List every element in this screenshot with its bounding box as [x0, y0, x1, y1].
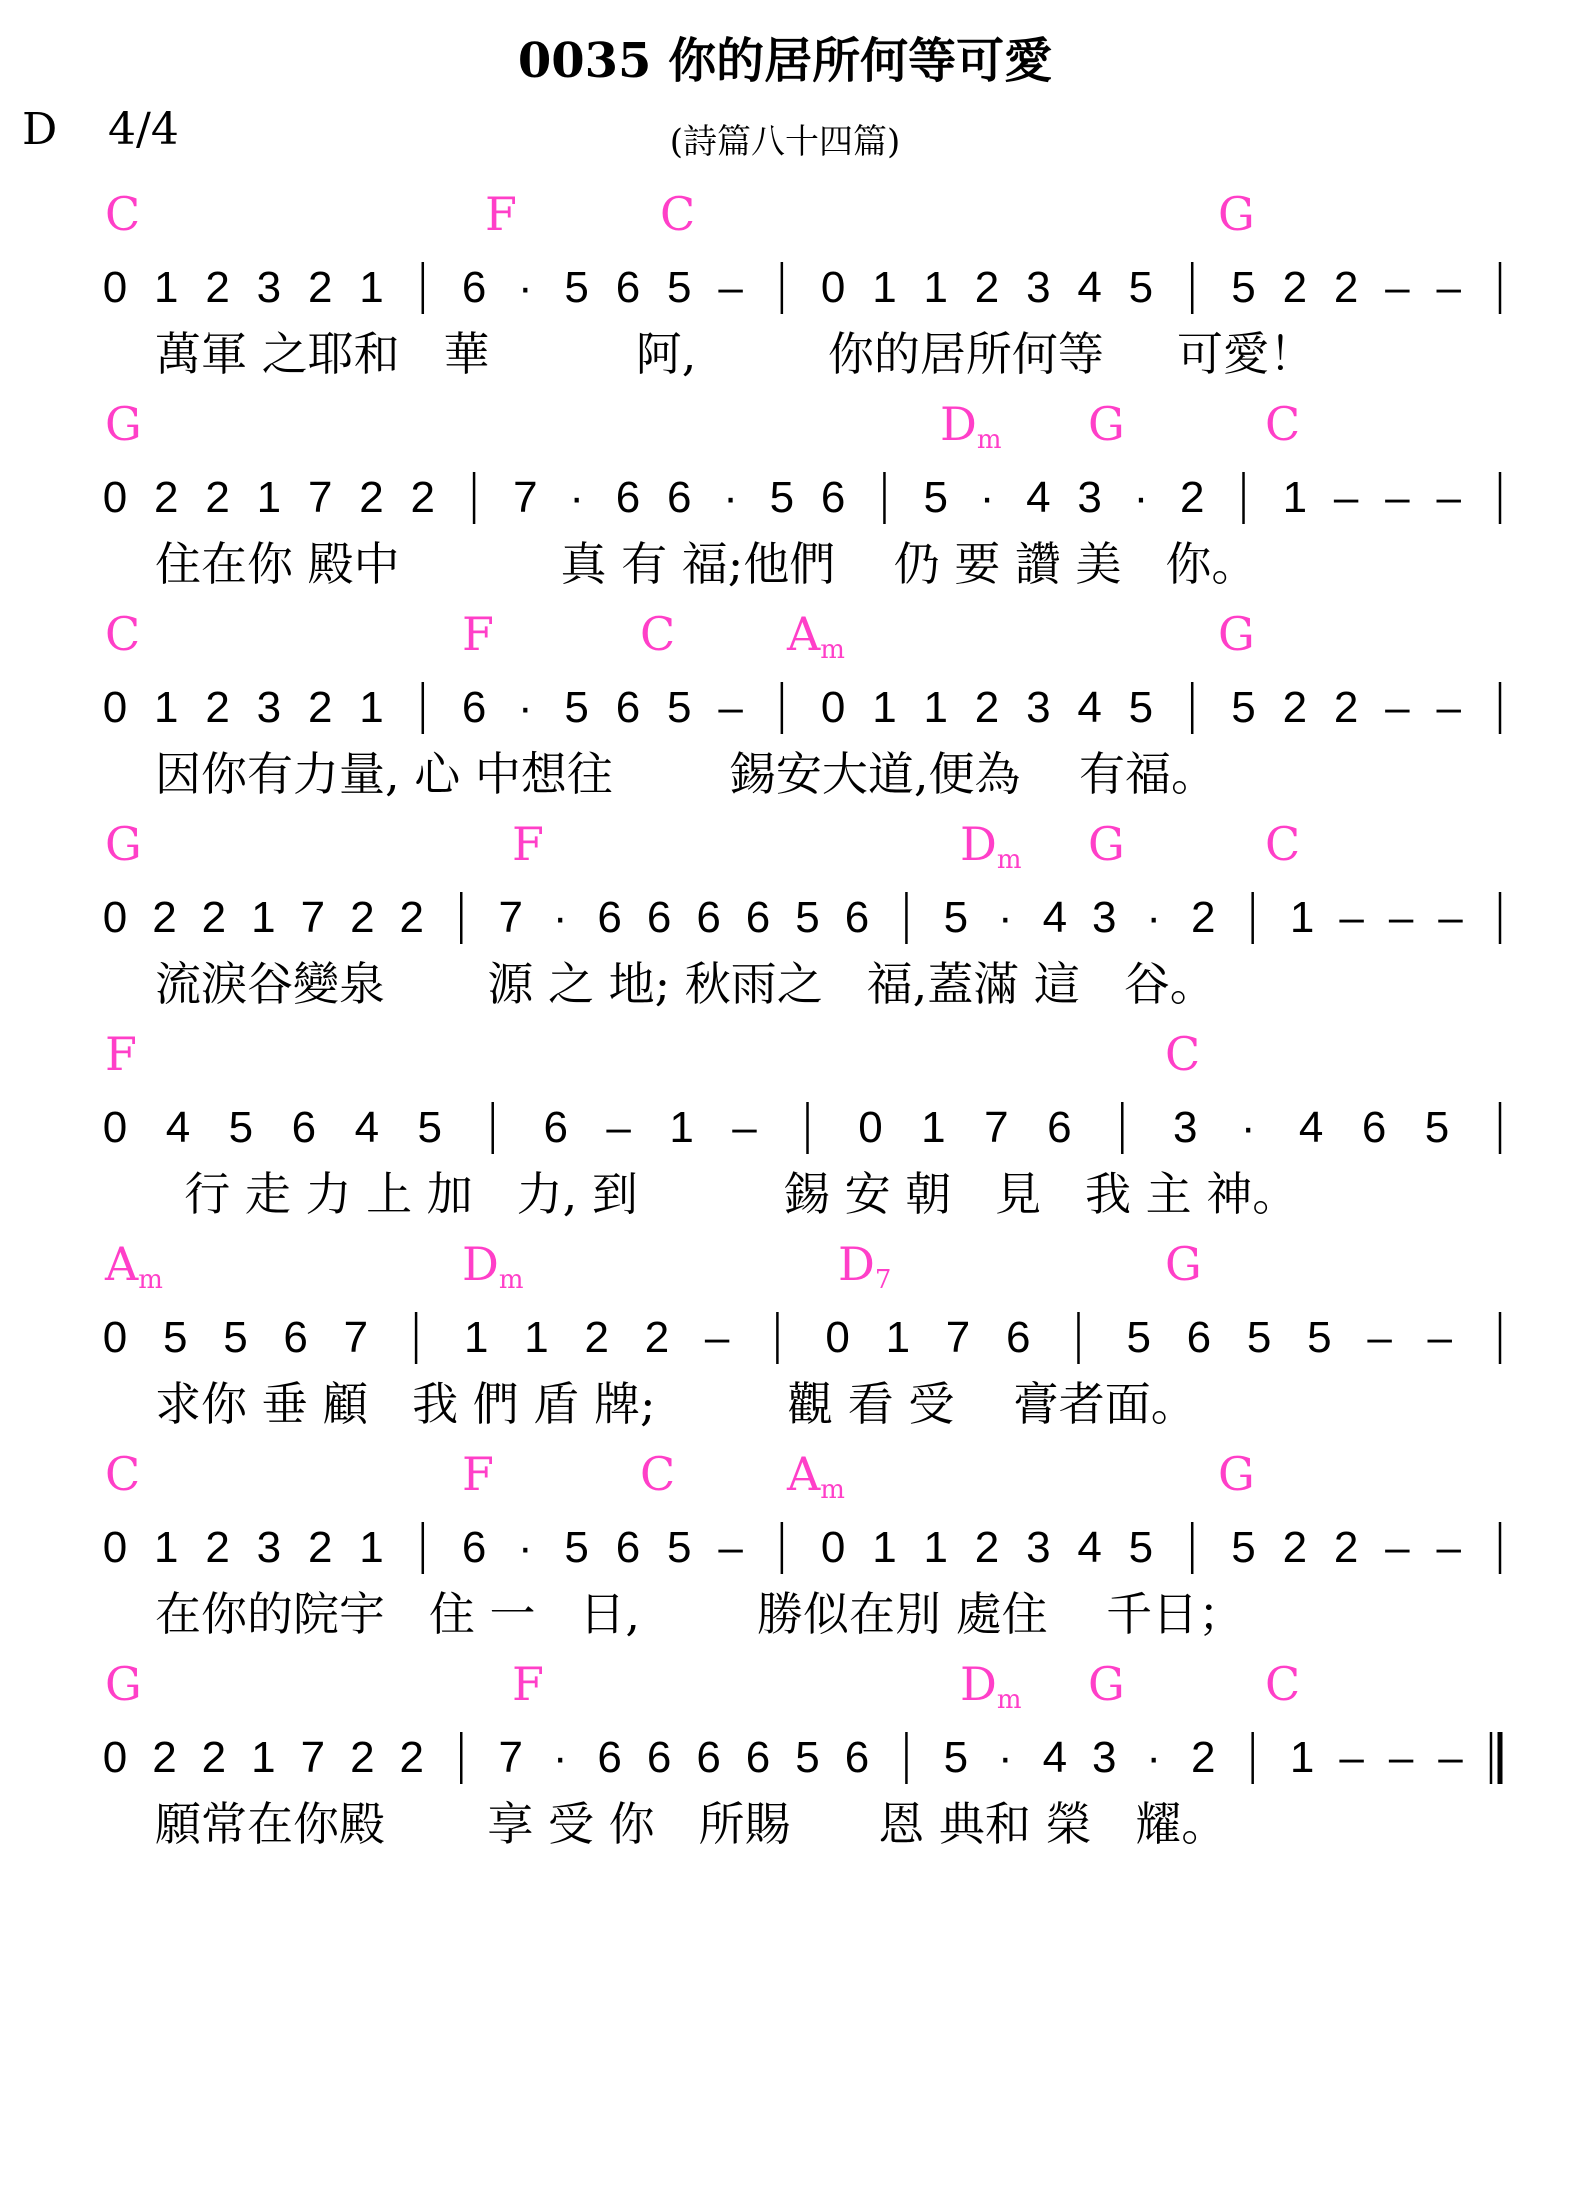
- note: 0: [102, 473, 128, 522]
- note: 1: [923, 263, 948, 312]
- sustain-dash: –: [606, 1103, 631, 1152]
- note: 7: [984, 1103, 1009, 1152]
- sustain-dash: –: [1438, 893, 1463, 942]
- note: 2: [1282, 263, 1308, 312]
- note: 2: [350, 893, 375, 942]
- note: 7: [498, 893, 523, 942]
- chord-root: D: [940, 397, 977, 451]
- note: 2: [1190, 893, 1216, 942]
- note: 6: [283, 1313, 308, 1362]
- dot: ·: [1146, 893, 1162, 942]
- chord-root: F: [105, 1027, 137, 1081]
- note: 1: [669, 1103, 694, 1152]
- note: 5: [769, 473, 795, 522]
- chord-symbol: [1218, 608, 1255, 660]
- note: 1: [872, 1523, 897, 1572]
- chord-symbol: [462, 1238, 524, 1306]
- note: 5: [564, 683, 589, 732]
- staff-line: [0, 1028, 1570, 1240]
- note: 2: [974, 683, 1000, 732]
- note: 2: [974, 1523, 1000, 1572]
- chord-symbol: [105, 1448, 140, 1500]
- chord-symbol: [105, 188, 140, 240]
- dot: ·: [552, 1733, 568, 1782]
- note: 2: [359, 473, 384, 522]
- note: 6: [543, 1103, 568, 1152]
- chord-symbol: [105, 398, 142, 450]
- chord-symbol: [1265, 818, 1300, 870]
- note: 6: [745, 1733, 771, 1782]
- note: 2: [399, 1733, 425, 1782]
- chord-symbol: [105, 608, 140, 660]
- chord-quality: 7: [874, 1265, 892, 1295]
- sustain-dash: –: [1367, 1313, 1392, 1362]
- staff-line: [0, 188, 1570, 400]
- sustain-dash: –: [1385, 1523, 1410, 1572]
- chord-root: F: [512, 1657, 544, 1711]
- note: 2: [205, 1523, 230, 1572]
- note: 1: [154, 683, 179, 732]
- staff-line: [0, 398, 1570, 610]
- dot: ·: [979, 473, 995, 522]
- sustain-dash: –: [1438, 1733, 1463, 1782]
- note: 5: [1307, 1313, 1332, 1362]
- chord-root: G: [1088, 397, 1125, 451]
- staff-line: [0, 818, 1570, 1030]
- lyric-line: 求你 垂 顧 我 們 盾 牌; 觀 看 受 膏者面。: [155, 1377, 1197, 1431]
- note: 5: [1231, 683, 1256, 732]
- chord-quality: m: [138, 1265, 163, 1295]
- note: 5: [564, 263, 589, 312]
- note: 5: [923, 473, 948, 522]
- lyric-line: 住在你 殿中 真 有 福;他們 仍 要 讚 美 你。: [155, 537, 1258, 591]
- note: 2: [644, 1313, 670, 1362]
- note: 5: [1246, 1313, 1272, 1362]
- note: 2: [1333, 683, 1359, 732]
- note: 2: [1333, 263, 1359, 312]
- note: 6: [1047, 1103, 1072, 1152]
- note: 0: [102, 893, 128, 942]
- dot: ·: [569, 473, 584, 522]
- chord-root: G: [1088, 1657, 1125, 1711]
- chord-symbol: [105, 1028, 137, 1080]
- note: 6: [646, 893, 672, 942]
- note: 6: [696, 893, 721, 942]
- sustain-dash: –: [1436, 263, 1461, 312]
- lyric-line: 行 走 力 上 加 力, 到 錫 安 朝 見 我 主 神。: [155, 1167, 1299, 1221]
- sustain-dash: –: [1388, 893, 1414, 942]
- note: 5: [1128, 683, 1154, 732]
- note: 0: [102, 1103, 128, 1152]
- chord-symbol: [838, 1238, 891, 1306]
- note: 2: [1333, 1523, 1359, 1572]
- chord-root: C: [640, 607, 676, 661]
- chord-symbol: [1088, 398, 1125, 450]
- chord-root: A: [105, 1237, 139, 1291]
- note: 0: [820, 683, 846, 732]
- note: 6: [291, 1103, 317, 1152]
- chord-symbol: [1088, 818, 1125, 870]
- chord-row: [0, 1448, 1570, 1508]
- note: 3: [1026, 1523, 1051, 1572]
- key-signature: D: [22, 104, 58, 155]
- note: 1: [1282, 473, 1308, 522]
- note: 1: [1289, 893, 1315, 942]
- chord-symbol: [960, 1658, 1022, 1726]
- chord-symbol: [105, 1238, 163, 1306]
- chord-root: D: [462, 1237, 499, 1291]
- note: 5: [795, 893, 820, 942]
- sustain-dash: –: [718, 263, 743, 312]
- sustain-dash: –: [1436, 1523, 1461, 1572]
- note: 6: [1006, 1313, 1031, 1362]
- note: 5: [943, 893, 969, 942]
- dot: ·: [552, 893, 568, 942]
- lyric-line: 願常在你殿 享 受 你 所賜 恩 典和 榮 耀。: [155, 1797, 1228, 1851]
- note: 5: [564, 1523, 589, 1572]
- note: 6: [461, 1523, 487, 1572]
- chord-symbol: [640, 608, 675, 660]
- sustain-dash: –: [1427, 1313, 1453, 1362]
- note: 5: [1231, 263, 1256, 312]
- note: 3: [1026, 683, 1051, 732]
- chord-symbol: [787, 608, 845, 676]
- chord-root: D: [960, 1657, 997, 1711]
- chord-root: G: [105, 397, 142, 451]
- note: 3: [1092, 1733, 1117, 1782]
- chord-row: [0, 1028, 1570, 1088]
- chord-root: F: [512, 817, 544, 871]
- note: 2: [154, 473, 179, 522]
- sustain-dash: –: [1385, 473, 1410, 522]
- chord-root: C: [1265, 1657, 1301, 1711]
- dot: ·: [518, 263, 533, 312]
- chord-symbol: [105, 1658, 142, 1710]
- note: 1: [154, 1523, 179, 1572]
- chord-symbol: [1265, 1658, 1300, 1710]
- chord-root: G: [1218, 607, 1255, 661]
- note: 0: [102, 1313, 128, 1362]
- note: 2: [205, 263, 230, 312]
- note: 6: [615, 263, 641, 312]
- sustain-dash: –: [718, 1523, 743, 1572]
- note: 2: [399, 893, 425, 942]
- note: 1: [256, 473, 282, 522]
- note: 1: [524, 1313, 549, 1362]
- chord-symbol: [512, 818, 544, 870]
- note: 0: [102, 263, 128, 312]
- chord-row: [0, 818, 1570, 878]
- note: 3: [256, 1523, 282, 1572]
- staff-line: [0, 608, 1570, 820]
- note: 3: [1077, 473, 1102, 522]
- chord-symbol: [512, 1658, 544, 1710]
- chord-symbol: [1165, 1238, 1202, 1290]
- note: 5: [943, 1733, 969, 1782]
- chord-quality: m: [498, 1265, 524, 1295]
- note: 0: [102, 1523, 128, 1572]
- note: 7: [300, 893, 326, 942]
- note: 3: [256, 263, 282, 312]
- note: 5: [417, 1103, 443, 1152]
- note: 3: [256, 683, 282, 732]
- chord-root: C: [105, 1447, 141, 1501]
- note: 0: [102, 1733, 128, 1782]
- note: 5: [1424, 1103, 1450, 1152]
- note: 1: [872, 263, 897, 312]
- note: 2: [205, 473, 230, 522]
- note: 7: [513, 473, 538, 522]
- note: 6: [615, 1523, 641, 1572]
- note: 2: [205, 683, 230, 732]
- note: 2: [1179, 473, 1205, 522]
- song-title: 0035 你的居所何等可愛: [517, 33, 1053, 89]
- chord-symbol: [462, 1448, 494, 1500]
- chord-root: G: [1088, 817, 1125, 871]
- note: 4: [1077, 683, 1102, 732]
- note: 1: [923, 683, 948, 732]
- song-subtitle: (詩篇八十四篇): [669, 122, 901, 162]
- note: 5: [667, 1523, 692, 1572]
- note: 5: [223, 1313, 248, 1362]
- note: 6: [1361, 1103, 1387, 1152]
- note: 1: [359, 683, 384, 732]
- note: 6: [667, 473, 692, 522]
- note: 6: [844, 1733, 870, 1782]
- note: 6: [696, 1733, 721, 1782]
- note: 2: [152, 1733, 177, 1782]
- chord-row: [0, 1238, 1570, 1298]
- note: 4: [1026, 473, 1051, 522]
- chord-root: D: [960, 817, 997, 871]
- chord-quality: m: [996, 1685, 1022, 1715]
- note: 4: [1077, 1523, 1102, 1572]
- note: 1: [921, 1103, 946, 1152]
- chord-symbol: [660, 188, 695, 240]
- chord-symbol: [1165, 1028, 1200, 1080]
- sustain-dash: –: [1339, 893, 1364, 942]
- dot: ·: [998, 893, 1013, 942]
- note: 3: [1026, 263, 1051, 312]
- sustain-dash: –: [1436, 683, 1461, 732]
- chord-root: F: [485, 187, 517, 241]
- chord-root: C: [1265, 817, 1301, 871]
- chord-symbol: [485, 188, 517, 240]
- chord-row: [0, 188, 1570, 248]
- sustain-dash: –: [1436, 473, 1461, 522]
- note: 6: [1186, 1313, 1212, 1362]
- note: 4: [165, 1103, 191, 1152]
- note: 6: [597, 893, 622, 942]
- note: 6: [597, 1733, 622, 1782]
- chord-root: G: [1218, 1447, 1255, 1501]
- chord-symbol: [787, 1448, 845, 1516]
- note: 0: [102, 683, 128, 732]
- note: 2: [1282, 1523, 1308, 1572]
- note: 2: [1190, 1733, 1216, 1782]
- note: 5: [1231, 1523, 1256, 1572]
- chord-root: C: [1265, 397, 1301, 451]
- dot: ·: [1240, 1103, 1256, 1152]
- dot: ·: [998, 1733, 1013, 1782]
- chord-symbol: [105, 818, 142, 870]
- sustain-dash: –: [1388, 1733, 1414, 1782]
- chord-quality: m: [820, 635, 845, 665]
- chord-row: [0, 608, 1570, 668]
- dot: ·: [723, 473, 738, 522]
- chord-symbol: [940, 398, 1002, 466]
- note: 6: [745, 893, 771, 942]
- note: 4: [1077, 263, 1102, 312]
- chord-symbol: [640, 1448, 675, 1500]
- note: 2: [974, 263, 1000, 312]
- note: 7: [300, 1733, 326, 1782]
- note: 6: [844, 893, 870, 942]
- note: 5: [1126, 1313, 1151, 1362]
- note: 7: [343, 1313, 369, 1362]
- note: 4: [1042, 1733, 1068, 1782]
- sustain-dash: –: [1385, 683, 1410, 732]
- sustain-dash: –: [1333, 473, 1359, 522]
- note: 2: [410, 473, 436, 522]
- chord-row: [0, 1658, 1570, 1718]
- sustain-dash: –: [732, 1103, 757, 1152]
- chord-root: A: [787, 607, 821, 661]
- dot: ·: [1146, 1733, 1162, 1782]
- chord-symbol: [1218, 1448, 1255, 1500]
- note: 1: [872, 683, 897, 732]
- chord-root: D: [838, 1237, 875, 1291]
- note: 3: [1092, 893, 1117, 942]
- note: 0: [858, 1103, 883, 1152]
- note: 1: [464, 1313, 489, 1362]
- note: 1: [251, 893, 276, 942]
- dot: ·: [518, 683, 533, 732]
- note: 1: [885, 1313, 911, 1362]
- note: 4: [354, 1103, 380, 1152]
- note: 6: [615, 473, 641, 522]
- staff-line: [0, 1238, 1570, 1450]
- chord-symbol: [1265, 398, 1300, 450]
- dot: ·: [518, 1523, 533, 1572]
- lyric-line: 萬軍 之耶和 華 阿, 你的居所何等 可愛！: [155, 327, 1316, 381]
- chord-root: F: [462, 607, 494, 661]
- note: 2: [307, 683, 333, 732]
- chord-root: C: [1165, 1027, 1201, 1081]
- note: 7: [307, 473, 333, 522]
- chord-root: G: [1165, 1237, 1202, 1291]
- note: 6: [820, 473, 846, 522]
- note: 1: [923, 1523, 948, 1572]
- note: 6: [615, 683, 641, 732]
- note: 2: [152, 893, 177, 942]
- note: 7: [498, 1733, 523, 1782]
- staff-line: [0, 1448, 1570, 1660]
- chord-root: C: [105, 187, 141, 241]
- note: 2: [201, 1733, 227, 1782]
- note: 2: [350, 1733, 375, 1782]
- chord-symbol: [960, 818, 1022, 886]
- chord-root: G: [105, 817, 142, 871]
- note: 5: [228, 1103, 254, 1152]
- sustain-dash: –: [1339, 1733, 1364, 1782]
- chord-root: C: [640, 1447, 676, 1501]
- chord-root: G: [1218, 187, 1255, 241]
- note: 1: [251, 1733, 276, 1782]
- note: 3: [1172, 1103, 1198, 1152]
- staff-line: [0, 1658, 1570, 1870]
- note: 5: [162, 1313, 188, 1362]
- note: 2: [307, 263, 333, 312]
- chord-root: C: [660, 187, 696, 241]
- sustain-dash: –: [1385, 263, 1410, 312]
- lyric-line: 在你的院宇 住 一 日, 勝似在別 處住 千日；: [155, 1587, 1245, 1641]
- lyric-line: 流淚谷變泉 源 之 地; 秋雨之 福,蓋滿 這 谷。: [155, 957, 1216, 1011]
- note: 1: [359, 263, 384, 312]
- time-signature: 4/4: [108, 104, 179, 155]
- note: 0: [820, 263, 846, 312]
- dot: ·: [1133, 473, 1149, 522]
- note: 2: [307, 1523, 333, 1572]
- chord-symbol: [1088, 1658, 1125, 1710]
- note: 1: [1289, 1733, 1315, 1782]
- note: 2: [584, 1313, 609, 1362]
- note: 4: [1298, 1103, 1324, 1152]
- note: 0: [825, 1313, 850, 1362]
- chord-root: A: [787, 1447, 821, 1501]
- note: 6: [646, 1733, 672, 1782]
- note: 5: [1128, 1523, 1154, 1572]
- note: 0: [820, 1523, 846, 1572]
- chord-symbol: [462, 608, 494, 660]
- note: 1: [154, 263, 179, 312]
- note: 2: [1282, 683, 1308, 732]
- note: 4: [1042, 893, 1068, 942]
- chord-root: F: [462, 1447, 494, 1501]
- note: 5: [667, 683, 692, 732]
- note: 6: [461, 263, 487, 312]
- chord-quality: m: [996, 845, 1022, 875]
- lyric-line: 因你有力量, 心 中想往 錫安大道,便為 有福。: [155, 747, 1217, 801]
- sustain-dash: –: [704, 1313, 730, 1362]
- note: 5: [667, 263, 692, 312]
- note: 1: [359, 1523, 384, 1572]
- note: 5: [1128, 263, 1154, 312]
- note: 7: [945, 1313, 971, 1362]
- note: 2: [201, 893, 227, 942]
- note: 5: [795, 1733, 820, 1782]
- chord-row: [0, 398, 1570, 458]
- chord-root: C: [105, 607, 141, 661]
- note: 6: [461, 683, 487, 732]
- chord-quality: m: [820, 1475, 845, 1505]
- chord-root: G: [105, 1657, 142, 1711]
- chord-symbol: [1218, 188, 1255, 240]
- chord-quality: m: [976, 425, 1002, 455]
- sustain-dash: –: [718, 683, 743, 732]
